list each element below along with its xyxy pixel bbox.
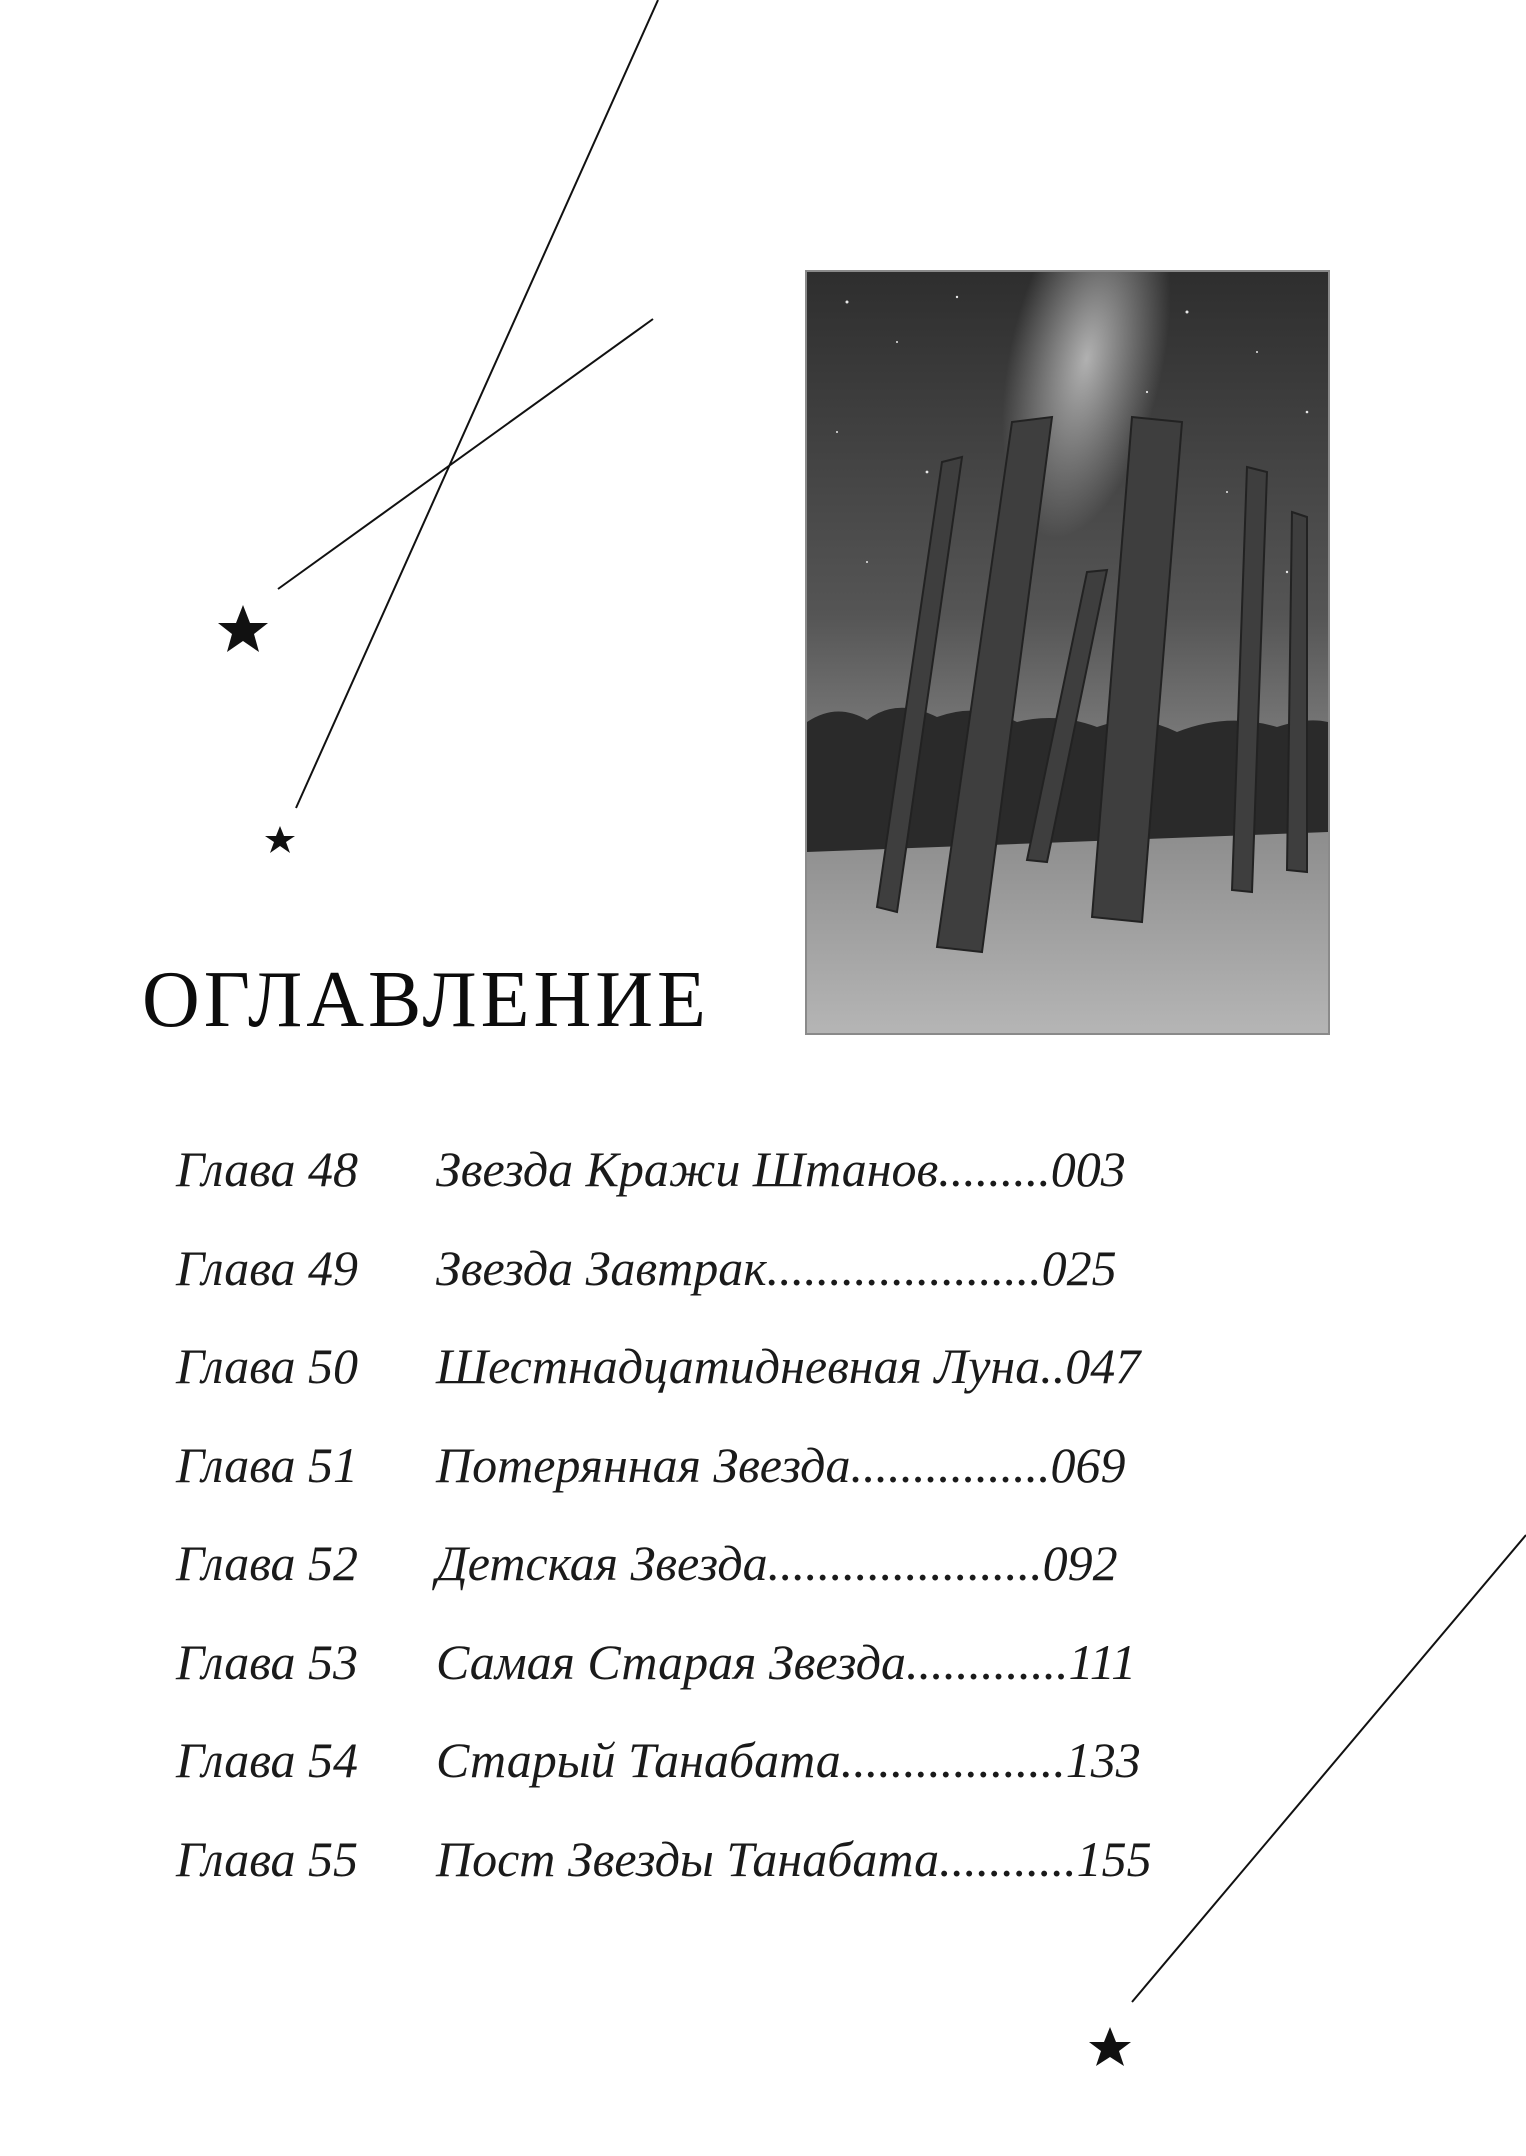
toc-row (176, 1140, 1196, 1239)
shooting-star-trail (278, 319, 653, 589)
toc-chapter-label: Глава 51 (176, 1436, 359, 1493)
shooting-star-trail (296, 0, 658, 808)
toc-row (176, 1633, 1196, 1732)
toc-entry: Звезда Кражи Штанов.........003 (436, 1141, 1126, 1197)
toc-chapter-label: Глава 54 (176, 1732, 359, 1788)
toc-entry: Самая Старая Звезда.............111 (436, 1633, 1137, 1690)
toc-chapter-label: Глава 50 (176, 1338, 359, 1394)
toc-chapter-label: Глава 53 (176, 1633, 359, 1690)
toc-entry: Старый Танабата..................133 (436, 1732, 1141, 1788)
shooting-star-icon (1089, 2027, 1131, 2066)
shooting-star-icon (218, 605, 268, 652)
toc-chapter-label: Глава 49 (176, 1239, 359, 1296)
toc-entry: Потерянная Звезда................069 (436, 1436, 1126, 1493)
toc-row (176, 1534, 1196, 1633)
shooting-star-icon (265, 826, 295, 853)
toc-entry: Звезда Завтрак......................025 (436, 1239, 1117, 1296)
toc-row (176, 1731, 1196, 1830)
toc-entry: Детская Звезда......................092 (436, 1535, 1118, 1591)
toc-entry: Пост Звезды Танабата...........155 (436, 1830, 1152, 1887)
toc-row (176, 1239, 1196, 1338)
table-of-contents (176, 1140, 1196, 1928)
standing-stones-night-sky-photo (805, 270, 1330, 1035)
toc-row (176, 1830, 1196, 1929)
toc-row (176, 1436, 1196, 1535)
toc-chapter-label: Глава 55 (176, 1830, 359, 1887)
toc-entry: Шестнадцатидневная Луна..047 (436, 1338, 1141, 1394)
page-title: ОГЛАВЛЕНИЕ (142, 956, 710, 1044)
toc-chapter-label: Глава 48 (176, 1141, 359, 1197)
toc-row (176, 1337, 1196, 1436)
toc-chapter-label: Глава 52 (176, 1535, 359, 1591)
